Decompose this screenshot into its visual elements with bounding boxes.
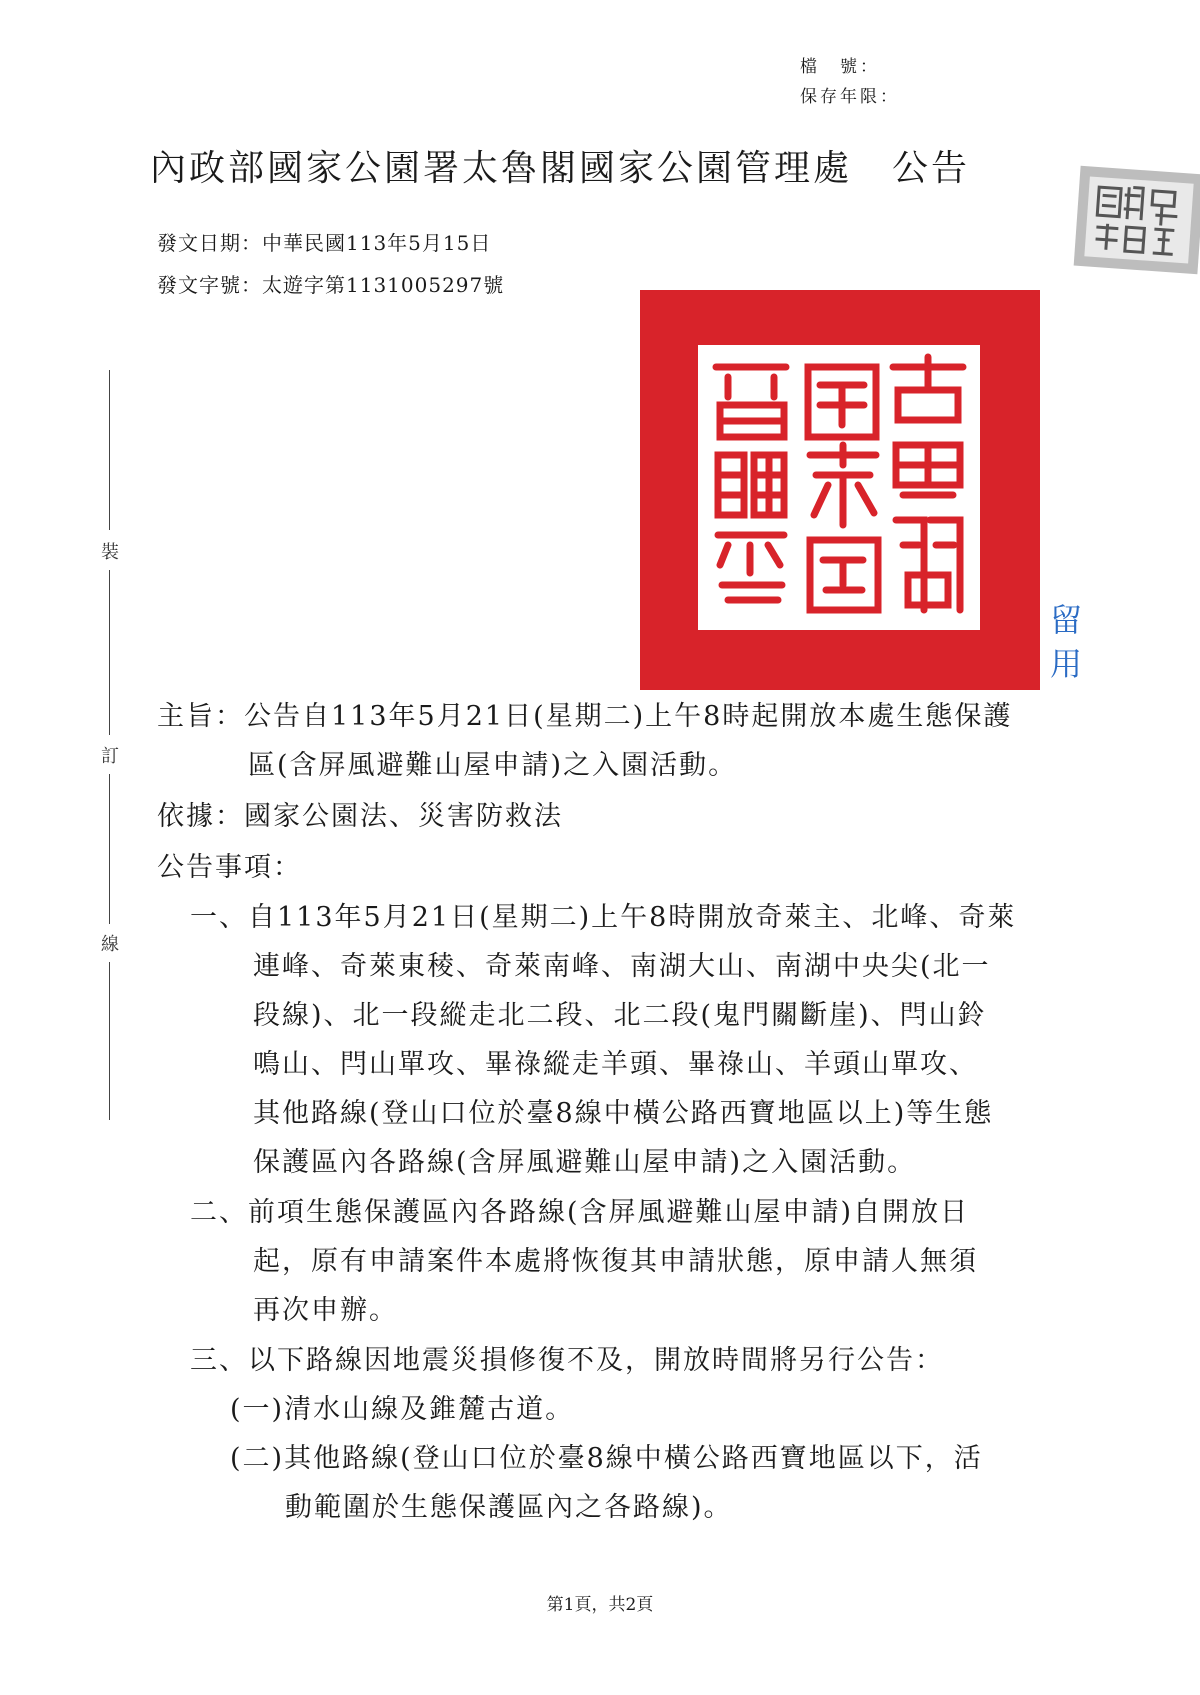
binding-rule xyxy=(109,962,110,1120)
seal-glyph-graphic xyxy=(698,345,980,630)
binding-char-2: 訂 xyxy=(101,746,119,767)
retention-period-label: 保存年限： xyxy=(800,87,900,107)
item-1-line: 連峰、奇萊東稜、奇萊南峰、南湖大山、南湖中央尖(北一 xyxy=(253,951,991,982)
item-1-line: 其他路線(登山口位於臺8線中橫公路西寶地區以上)等生態 xyxy=(253,1098,994,1129)
subject-line-1: 主旨：公告自113年5月21日(星期二)上午8時起開放本處生態保護 xyxy=(157,701,1013,732)
issue-number: 發文字號：太遊字第1131005297號 xyxy=(157,273,505,297)
document-type: 公告 xyxy=(892,148,971,189)
items-heading: 公告事項： xyxy=(157,852,302,883)
item-1-line: 鳴山、閂山單攻、畢祿縱走羊頭、畢祿山、羊頭山單攻、 xyxy=(253,1049,978,1080)
official-seal xyxy=(640,290,1040,690)
binding-char-3: 線 xyxy=(101,934,119,955)
item-1-line: 保護區內各路線(含屏風避難山屋申請)之入園活動。 xyxy=(253,1147,917,1178)
item-3-line: 三、以下路線因地震災損修復不及，開放時間將另行公告： xyxy=(190,1345,944,1376)
file-number-label: 檔 號： xyxy=(800,57,880,77)
item-3-subitem: (二)其他路線(登山口位於臺8線中橫公路西寶地區以下，活 xyxy=(230,1443,983,1474)
subject-line-2: 區(含屏風避難山屋申請)之入園活動。 xyxy=(248,750,738,781)
item-1-line: 段線)、北一段縱走北二段、北二段(鬼門關斷崖)、閂山鈴 xyxy=(253,1000,987,1031)
item-2-line: 再次申辦。 xyxy=(253,1295,398,1326)
item-3-subitem: 動範圍於生態保護區內之各路線)。 xyxy=(285,1492,733,1523)
seal-characters xyxy=(698,345,980,630)
issue-date: 發文日期：中華民國113年5月15日 xyxy=(157,231,492,255)
issuing-organization: 內政部國家公園署太魯閣國家公園管理處 xyxy=(149,148,852,189)
item-2-line: 起，原有申請案件本處將恢復其申請狀態，原申請人無須 xyxy=(253,1246,978,1277)
binding-line xyxy=(98,370,122,1120)
small-stamp-graphic xyxy=(1072,164,1200,277)
document-title xyxy=(0,140,1120,191)
page-number: 第1頁，共2頁 xyxy=(546,1595,654,1615)
legal-basis: 依據：國家公園法、災害防救法 xyxy=(157,801,563,832)
binding-rule xyxy=(109,370,110,530)
item-3-subitem: (一)清水山線及錐麓古道。 xyxy=(230,1394,575,1425)
binding-char-1: 裝 xyxy=(101,542,119,563)
handwritten-note: 留用 xyxy=(1050,601,1083,683)
issue-info xyxy=(157,222,504,306)
item-2-line: 二、前項生態保護區內各路線(含屏風避難山屋申請)自開放日 xyxy=(190,1197,970,1228)
binding-rule xyxy=(109,570,110,735)
small-stamp xyxy=(1072,164,1200,277)
item-1-line: 一、自113年5月21日(星期二)上午8時開放奇萊主、北峰、奇萊 xyxy=(190,902,1017,933)
binding-rule xyxy=(109,774,110,924)
file-meta xyxy=(800,52,900,112)
